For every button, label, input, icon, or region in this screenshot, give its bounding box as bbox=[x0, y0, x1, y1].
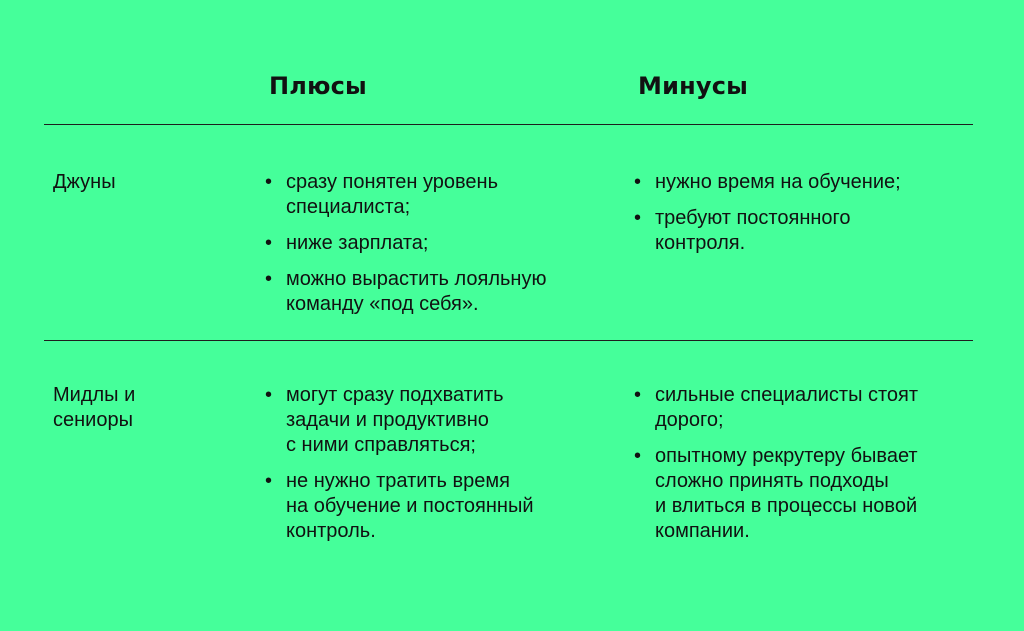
juniors-con-item-2: • требуют постоянного контроля. bbox=[634, 206, 974, 256]
juniors-pro-item-1: • сразу понятен уровень специалиста; bbox=[265, 170, 595, 220]
pros-header: Плюсы bbox=[269, 72, 367, 100]
seniors-pro-item-2: • не нужно тратить время на обучение и постоянный контроль. bbox=[265, 469, 595, 544]
row-divider bbox=[44, 340, 973, 341]
seniors-pro-item-1: • могут сразу подхватить задачи и продуктивно с ними справляться; bbox=[265, 383, 595, 458]
juniors-cons-list bbox=[634, 170, 974, 267]
juniors-pro-item-2: • ниже зарплата; bbox=[265, 231, 595, 256]
row-label-juniors: Джуны bbox=[53, 171, 116, 193]
seniors-con-item-1: • сильные специалисты стоят дорого; bbox=[634, 383, 974, 433]
juniors-con-item-1: • нужно время на обучение; bbox=[634, 170, 974, 195]
seniors-pros-list bbox=[265, 383, 595, 555]
row-label-middles-seniors: Мидлы и сениоры bbox=[53, 384, 136, 431]
seniors-cons-list bbox=[634, 383, 974, 555]
juniors-pros-list bbox=[265, 170, 595, 328]
juniors-pro-item-3: • можно вырастить лояльную команду «под себя». bbox=[265, 267, 595, 317]
header-divider bbox=[44, 124, 973, 125]
seniors-con-item-2: • опытному рекрутеру бывает сложно принять подходы и влиться в процессы новой компании. bbox=[634, 444, 974, 544]
cons-header: Минусы bbox=[638, 72, 749, 100]
